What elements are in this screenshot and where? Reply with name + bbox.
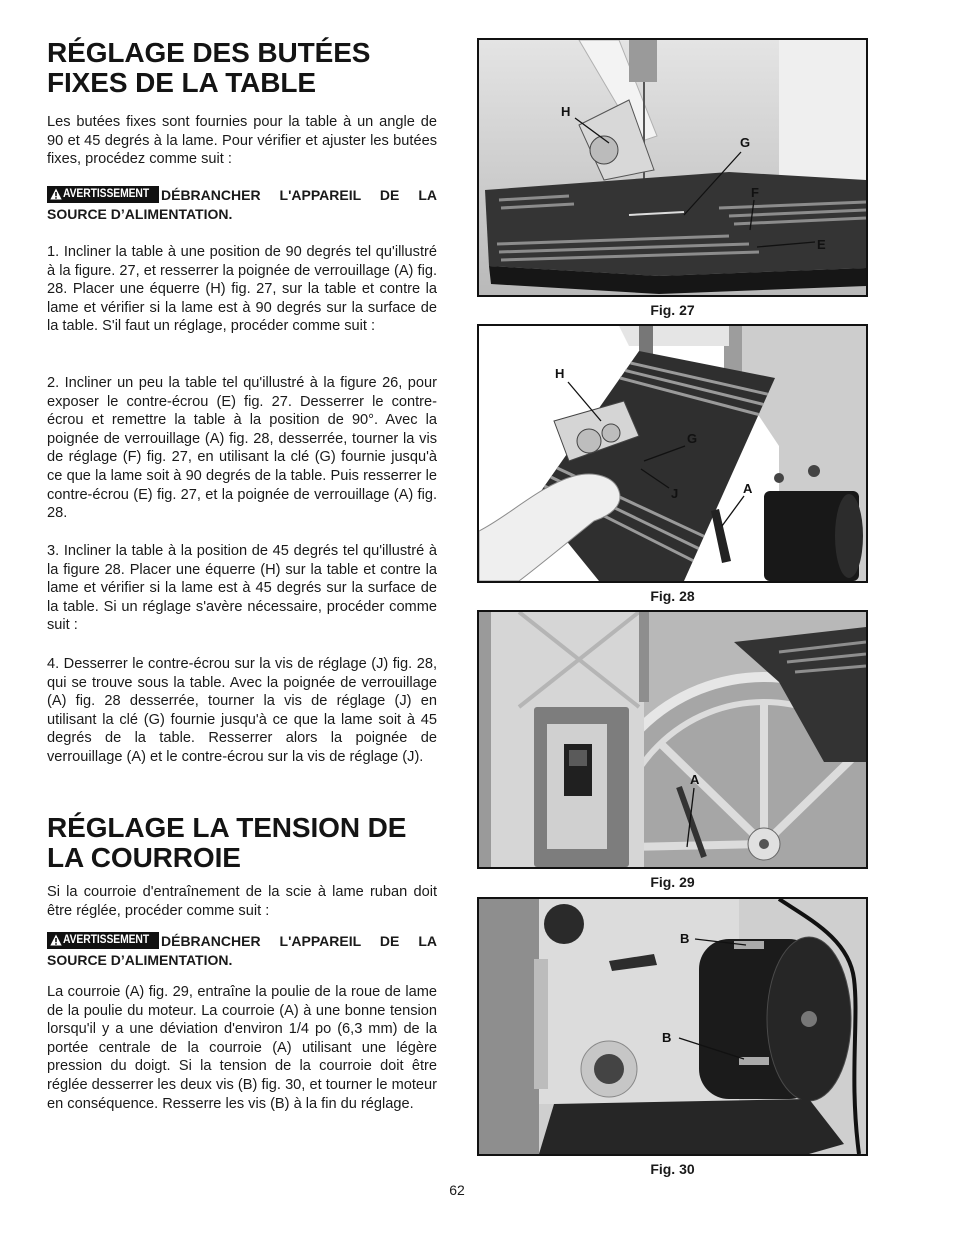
figure-29-photo — [477, 610, 868, 869]
warning-badge — [47, 932, 159, 949]
figure-27-photo — [477, 38, 868, 297]
fig30-frame-left — [479, 899, 539, 1154]
section-title-belt-tension — [47, 813, 447, 873]
section-title-table-stops — [47, 38, 447, 98]
fig27-label-h: H — [561, 104, 571, 119]
warning-exclamation-dot — [55, 943, 57, 945]
warning-notice — [47, 932, 437, 969]
figure-28-photo — [477, 324, 868, 583]
fig30-mount-plate — [734, 941, 764, 949]
figure-30-caption: Fig. 30 — [650, 1161, 695, 1177]
title-line: LA COURROIE — [47, 842, 241, 873]
fig28-upper-arm — [619, 326, 729, 346]
title-line: RÉGLAGE DES BUTÉES — [47, 37, 371, 68]
page-number: 62 — [449, 1182, 465, 1198]
fig27-protractor — [590, 136, 618, 164]
fig28-protractor-knob — [602, 424, 620, 442]
figure-27-caption: Fig. 27 — [650, 302, 695, 318]
step-2-paragraph: 2. Incliner un peu la table tel qu'illustré à la figure 26, pour exposer le contre-écrou (E) fig. 27. Desserrer le contre-écrou et remettre la table à la position de 90°. Avec la poignée de verrouillage (A) fig. 28, desserrée, tourner la vis de réglage (F) fig. 27, en utilisant la clé (G) fournie jusqu'à ce que la lame soit à 90 degrés de la table. Puis resserrer le contre-écrou (E) fig. 27, et la poignée de verrouillage (A) fig. 28. — [47, 375, 437, 522]
fig28-label-g: G — [687, 431, 698, 446]
fig30-label-b-top: B — [680, 931, 690, 946]
warning-exclamation-dot — [55, 197, 57, 199]
fig28-bolt — [774, 473, 784, 483]
fig30-knob — [544, 904, 584, 944]
belt-body-paragraph: La courroie (A) fig. 29, entraîne la poulie de la roue de lame de la poulie du moteur. La courroie (A) à une bonne tension lorsqu'il y a une déviation d'environ 1/4 po (6,3 mm) de la portée centrale de la courroie (A) utilisant une légère pression du doigt. Si la tension de la courroie doit être réglée desserrer les deux vis (B) fig. 30, et tourner le moteur en conséquence. Resserre les vis (B) à la fin du réglage. — [47, 984, 437, 1112]
fig27-label-e: E — [817, 237, 826, 252]
figure-28-drawing — [479, 326, 866, 581]
warning-exclamation-bar — [55, 938, 57, 942]
intro-paragraph: Les butées fixes sont fournies pour la table à un angle de 90 et 45 degrés à la lame. Pour vérifier et ajuster les butées fixes, procédez comme suit : — [47, 114, 437, 168]
warning-triangle-icon — [50, 188, 62, 200]
step-3-paragraph: 3. Incliner la table à la position de 45 degrés tel qu'illustré à la figure 28. Placer une équerre (H) sur la table et contre la lame et vérifier si la lame est à 45 degrés sur la surface de la table. Si un réglage s'avère nécessaire, procéder comme suit : — [47, 543, 437, 634]
fig30-frame-slot — [534, 959, 548, 1089]
fig28-protractor — [577, 429, 601, 453]
warning-text: DÉBRANCHER L'APPAREIL DE LA SOURCE D’ALIMENTATION. — [47, 933, 437, 968]
fig29-switch-key — [569, 750, 587, 766]
belt-intro-paragraph: Si la courroie d'entraînement de la scie à lame ruban doit être réglée, procéder comme suit : — [47, 884, 437, 919]
fig29-column-divider — [639, 612, 649, 702]
fig30-motor-shaft — [801, 1011, 817, 1027]
fig28-label-h: H — [555, 366, 565, 381]
warning-badge-label: AVERTISSEMENT — [63, 934, 150, 946]
fig28-label-a: A — [743, 481, 753, 496]
fig29-column-edge — [479, 612, 491, 867]
fig28-label-j: J — [671, 486, 679, 501]
figure-27-drawing — [479, 40, 866, 295]
figure-29-drawing — [479, 612, 866, 867]
warning-exclamation-bar — [55, 192, 57, 196]
fig28-motor-end — [835, 494, 863, 578]
fig30-base — [539, 1099, 844, 1154]
figure-29-caption: Fig. 29 — [650, 874, 695, 890]
fig27-blade-guide — [629, 40, 657, 82]
figure-28-caption: Fig. 28 — [650, 588, 695, 604]
title-line: RÉGLAGE LA TENSION DE — [47, 812, 407, 843]
title-line: FIXES DE LA TABLE — [47, 67, 316, 98]
fig30-label-b-bottom: B — [662, 1030, 672, 1045]
fig27-label-f: F — [751, 185, 759, 200]
fig29-label-a: A — [690, 772, 700, 787]
warning-notice — [47, 186, 437, 223]
step-4-paragraph: 4. Desserrer le contre-écrou sur la vis de réglage (J) fig. 28, qui se trouve sous la table. Avec la poignée de verrouillage (A) fig. 28 desserrée, tourner la vis de réglage (J) en utilisant la clé (G) fournie jusqu'à ce que la lame soit à 45 degrés de la table. Resserrer alors la poignée de verrouillage (A) et le contre-écrou sur la vis de réglage (J). — [47, 656, 437, 765]
fig27-label-g: G — [740, 135, 751, 150]
fig28-bolt — [808, 465, 820, 477]
warning-triangle-icon — [50, 934, 62, 946]
step-1-paragraph: 1. Incliner la table à une position de 90 degrés tel qu'illustré à la figure. 27, et resserrer la poignée de verrouillage (A) fig. 28. Placer une équerre (H) fig. 27, sur la table et contre la lame et vérifier si la lame est à 90 degrés sur la surface de la table. S'il faut un réglage, procéder comme suit : — [47, 244, 437, 335]
fig27-table-top — [485, 172, 866, 276]
fig29-hub-center — [759, 839, 769, 849]
warning-text: DÉBRANCHER L'APPAREIL DE LA SOURCE D’ALIMENTATION. — [47, 187, 437, 222]
fig27-frame-column — [779, 40, 866, 180]
warning-badge-label: AVERTISSEMENT — [63, 188, 150, 200]
figure-30-photo — [477, 897, 868, 1156]
figure-30-drawing — [479, 899, 866, 1154]
warning-badge — [47, 186, 159, 203]
fig30-dust-port-hole — [594, 1054, 624, 1084]
